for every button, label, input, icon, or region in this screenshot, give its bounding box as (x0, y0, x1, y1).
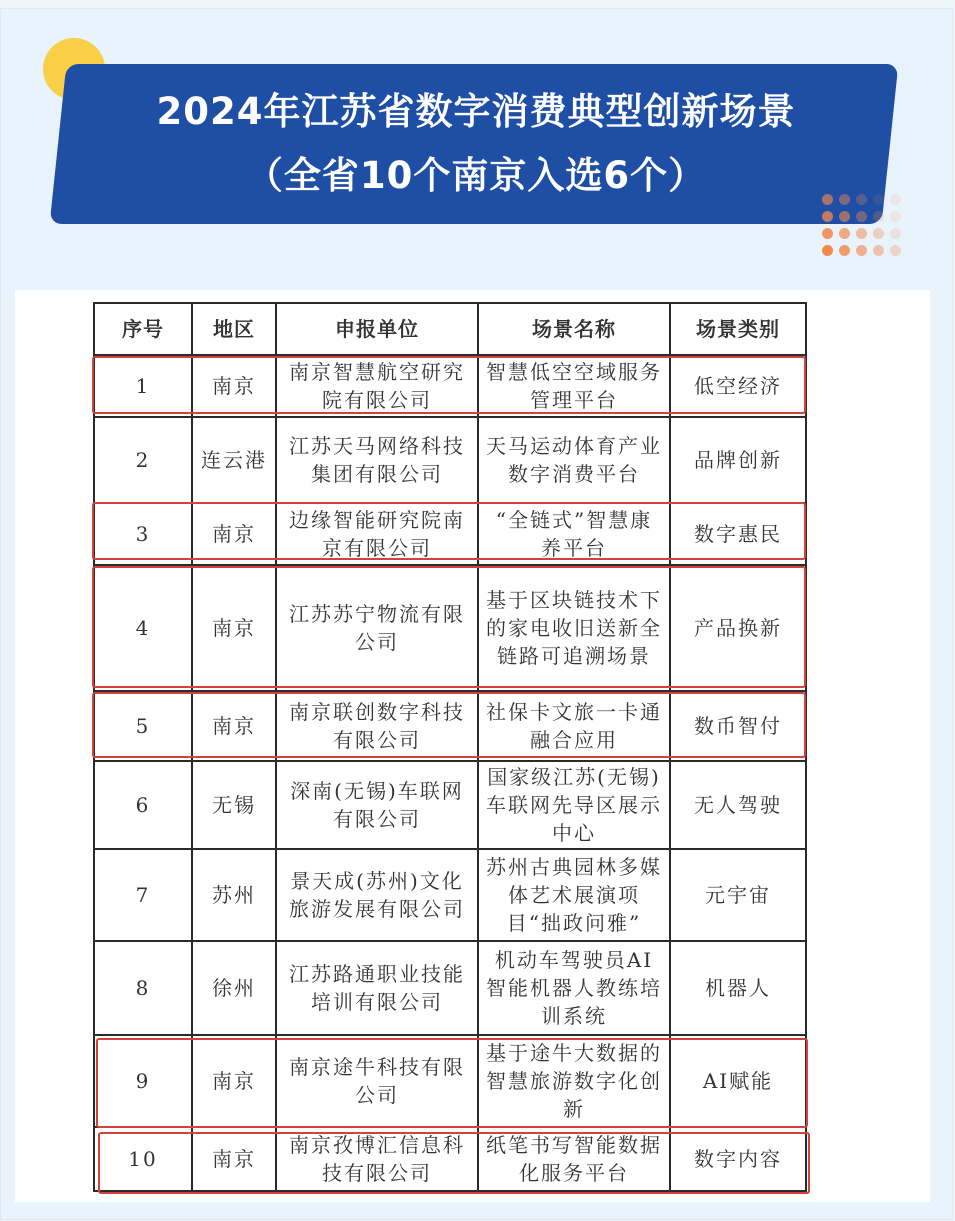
decorative-dot (822, 245, 833, 256)
cell-category: 产品换新 (670, 565, 806, 691)
nanjing-row-highlight (96, 1038, 808, 1128)
decorative-dot (890, 245, 901, 256)
cell-unit: 南京联创数字科技有限公司 (276, 691, 478, 761)
decorative-dot (890, 228, 901, 239)
table-header-row (94, 303, 806, 355)
cell-scene: 基于途牛大数据的智慧旅游数字化创新 (478, 1035, 670, 1127)
cell-scene: 苏州古典园林多媒体艺术展演项目“拙政问雅” (478, 849, 670, 941)
cell-index: 10 (94, 1127, 192, 1191)
cell-unit: 边缘智能研究院南京有限公司 (276, 503, 478, 565)
cell-category: AI赋能 (670, 1035, 806, 1127)
cell-region: 连云港 (192, 417, 276, 503)
cell-unit: 景天成(苏州)文化旅游发展有限公司 (276, 849, 478, 941)
cell-scene: 天马运动体育产业数字消费平台 (478, 417, 670, 503)
decorative-dot (873, 245, 884, 256)
table-row (94, 941, 806, 1035)
decorative-dot (873, 211, 884, 222)
cell-region: 徐州 (192, 941, 276, 1035)
page-subtitle: （全省10个南京入选6个） (245, 154, 707, 197)
cell-category: 机器人 (670, 941, 806, 1035)
decorative-dot (890, 194, 901, 205)
nanjing-row-highlight (98, 1132, 810, 1194)
decorative-dot (822, 228, 833, 239)
table-row (94, 417, 806, 503)
cell-category: 低空经济 (670, 355, 806, 417)
decorative-dot (839, 245, 850, 256)
cell-index: 9 (94, 1035, 192, 1127)
cell-unit: 江苏天马网络科技集团有限公司 (276, 417, 478, 503)
decorative-dot (856, 194, 867, 205)
cell-scene: 基于区块链技术下的家电收旧送新全链路可追溯场景 (478, 565, 670, 691)
cell-region: 南京 (192, 1035, 276, 1127)
cell-region: 苏州 (192, 849, 276, 941)
document-image (15, 290, 930, 1202)
header-scene: 场景名称 (478, 303, 670, 355)
header-category: 场景类别 (670, 303, 806, 355)
decorative-dot (873, 194, 884, 205)
cell-unit: 南京孜博汇信息科技有限公司 (276, 1127, 478, 1191)
cell-scene: 智慧低空空域服务管理平台 (478, 355, 670, 417)
cell-unit: 南京途牛科技有限公司 (276, 1035, 478, 1127)
cell-category: 数币智付 (670, 691, 806, 761)
decorative-dot (856, 245, 867, 256)
nanjing-row-highlight (92, 692, 806, 758)
cell-region: 无锡 (192, 761, 276, 849)
decorative-dot (822, 194, 833, 205)
cell-category: 数字内容 (670, 1127, 806, 1191)
cell-unit: 深南(无锡)车联网有限公司 (276, 761, 478, 849)
cell-unit: 南京智慧航空研究院有限公司 (276, 355, 478, 417)
cell-category: 品牌创新 (670, 417, 806, 503)
decorative-dot-grid (822, 194, 912, 256)
table-row (94, 761, 806, 849)
cell-scene: 纸笔书写智能数据化服务平台 (478, 1127, 670, 1191)
decorative-dot (839, 211, 850, 222)
cell-index: 5 (94, 691, 192, 761)
cell-scene: 国家级江苏(无锡)车联网先导区展示中心 (478, 761, 670, 849)
cell-unit: 江苏路通职业技能培训有限公司 (276, 941, 478, 1035)
header-region: 地区 (192, 303, 276, 355)
title-banner-text (60, 64, 892, 224)
nanjing-row-highlight (92, 502, 806, 560)
cell-category: 元宇宙 (670, 849, 806, 941)
decorative-dot (890, 211, 901, 222)
decorative-dot (839, 194, 850, 205)
decorative-dot (856, 228, 867, 239)
cell-category: 无人驾驶 (670, 761, 806, 849)
cell-unit: 江苏苏宁物流有限公司 (276, 565, 478, 691)
cell-index: 6 (94, 761, 192, 849)
table-row (94, 849, 806, 941)
page-title: 2024年江苏省数字消费典型创新场景 (156, 90, 796, 133)
cell-index: 7 (94, 849, 192, 941)
header-unit: 申报单位 (276, 303, 478, 355)
cell-index: 3 (94, 503, 192, 565)
cell-region: 南京 (192, 1127, 276, 1191)
decorative-dot (856, 211, 867, 222)
header-index: 序号 (94, 303, 192, 355)
cell-index: 2 (94, 417, 192, 503)
decorative-dot (873, 228, 884, 239)
cell-scene: 社保卡文旅一卡通融合应用 (478, 691, 670, 761)
cell-region: 南京 (192, 503, 276, 565)
cell-index: 1 (94, 355, 192, 417)
decorative-dot (839, 228, 850, 239)
cell-region: 南京 (192, 565, 276, 691)
cell-region: 南京 (192, 691, 276, 761)
cell-category: 数字惠民 (670, 503, 806, 565)
cell-index: 4 (94, 565, 192, 691)
nanjing-row-highlight (92, 356, 806, 414)
cell-scene: “全链式”智慧康养平台 (478, 503, 670, 565)
decorative-dot (822, 211, 833, 222)
cell-index: 8 (94, 941, 192, 1035)
cell-region: 南京 (192, 355, 276, 417)
nanjing-row-highlight (92, 566, 806, 688)
cell-scene: 机动车驾驶员AI智能机器人教练培训系统 (478, 941, 670, 1035)
